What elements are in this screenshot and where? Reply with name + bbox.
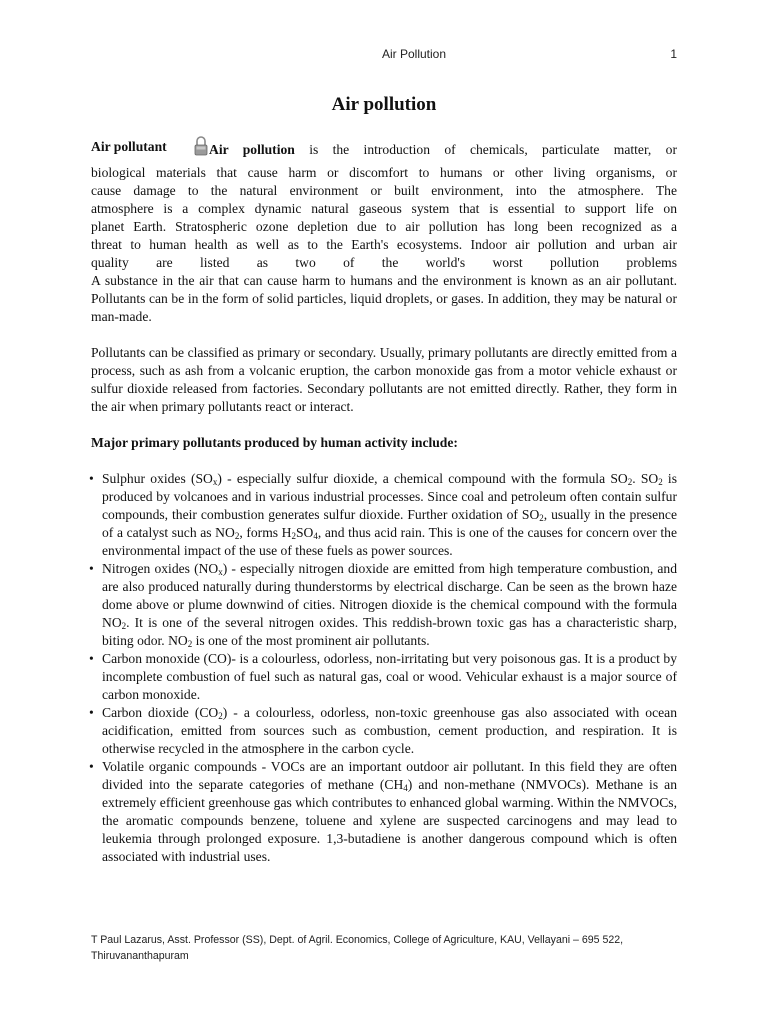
section-subheading: Major primary pollutants produced by human activity include:: [91, 435, 458, 450]
page-header: [0, 47, 768, 67]
document-title: Air pollution: [331, 94, 437, 115]
intro-term: Air pollution: [209, 142, 295, 157]
list-item-carbon-monoxide: • Carbon monoxide (CO)- is a colourless, odorless, non-irritating but very poisonous gas. It is a product by incomplete combustion of fuel such as natural gas, coal or wood. Vehicular exhaust is a major source of carbon monoxide.: [91, 650, 677, 704]
intro-line-1: biological materials that cause harm or discomfort to humans or other living organisms, or: [91, 165, 677, 180]
lock-icon: [193, 135, 209, 157]
document-body: [91, 138, 677, 866]
list-item-carbon-dioxide: • Carbon dioxide $(CO_2)$ - a colourless, odorless, non-toxic greenhouse gas also associated with ocean acidification, emitted from sources such as combustion, cement production, and respiration. It is otherwise recycled in the atmosphere in the carbon cycle.: [91, 704, 677, 758]
intro-line-2: cause damage to the natural environment or built environment, into the atmosphere. The: [91, 183, 677, 198]
list-item-vocs: • Volatile organic compounds - VOCs are an important outdoor air pollutant. In this field they are often divided into the separate categories of methane $(CH_4)$ and non-methane (NMVOCs). Methane is an extremely efficient greenhouse gas which contributes to enhanced global warming. Within the NMVOCs, the aromatic compounds benzene, toluene and xylene are suspected carcinogens and may lead to leukemia through prolonged exposure. 1,3-butadiene is another dangerous compound which is often associated with industrial uses.: [91, 758, 677, 866]
footer-line-1: T Paul Lazarus, Asst. Professor (SS), Dept. of Agril. Economics, College of Agriculture, KAU, Vellayani – 695 522,: [91, 934, 624, 946]
footer-line-2: Thiruvananthapuram: [91, 950, 189, 962]
section-label: Air pollutant: [91, 139, 167, 154]
intro-first-line-text: is the introduction of chemicals, particulate matter, or: [294, 142, 677, 157]
list-item-sulphur-oxides: • Sulphur oxides $(SO_x)$ - especially sulfur dioxide, a chemical compound with the formula $SO_2$. $SO_2$ is produced by volcanoes and in various industrial processes. Since coal and petroleum often contain sulfur compounds, their combustion generates sulfur dioxide. Further oxidation of $SO_2$, usually in the presence of a catalyst such as $NO_2$, forms $H_2SO_4$, and thus acid rain. This is one of the causes for concern over the environmental impact of the use of these fuels as power sources.: [91, 470, 677, 560]
intro-paragraph-tail: A substance in the air that can cause harm to humans and the environment is known as an air pollutant. Pollutants can be in the form of solid particles, liquid droplets, or gases. In addition, they may be natural or man-made.: [91, 273, 677, 324]
intro-line-5: threat to human health as well as to the Earth's ecosystems. Indoor air pollution and urban air: [91, 237, 677, 252]
intro-line-3: atmosphere is a complex dynamic natural gaseous system that is essential to support life on: [91, 201, 677, 216]
classification-paragraph: Pollutants can be classified as primary or secondary. Usually, primary pollutants are directly emitted from a process, such as ash from a volcanic eruption, the carbon monoxide gas from a motor vehicle exhaust or sulfur dioxide released from factories. Secondary pollutants are not emitted directly. Rather, they form in the air when primary pollutants react or interact.: [91, 345, 677, 414]
intro-first-line: [209, 141, 677, 159]
intro-line-6: quality are listed as two of the world's worst pollution problems: [91, 255, 677, 270]
page-number: 1: [670, 47, 677, 61]
intro-line-4: planet Earth. Stratospheric ozone depletion due to air pollution has long been recognized as a: [91, 219, 677, 234]
page-footer: [91, 932, 691, 964]
header-title: Air Pollution: [381, 47, 447, 61]
list-item-nitrogen-oxides: • Nitrogen oxides $(NO_x)$ - especially nitrogen dioxide are emitted from high temperature combustion, and are also produced naturally during thunderstorms by electrical discharge. Can be seen as the brown haze dome above or plume downwind of cities. Nitrogen dioxide is the chemical compound with the formula $NO_2$. It is one of the several nitrogen oxides. This reddish-brown toxic gas has a characteristic sharp, biting odor. $NO_2$ is one of the most prominent air pollutants.: [91, 560, 677, 650]
intro-first-row: [91, 138, 677, 160]
pollutant-list: [91, 470, 677, 866]
